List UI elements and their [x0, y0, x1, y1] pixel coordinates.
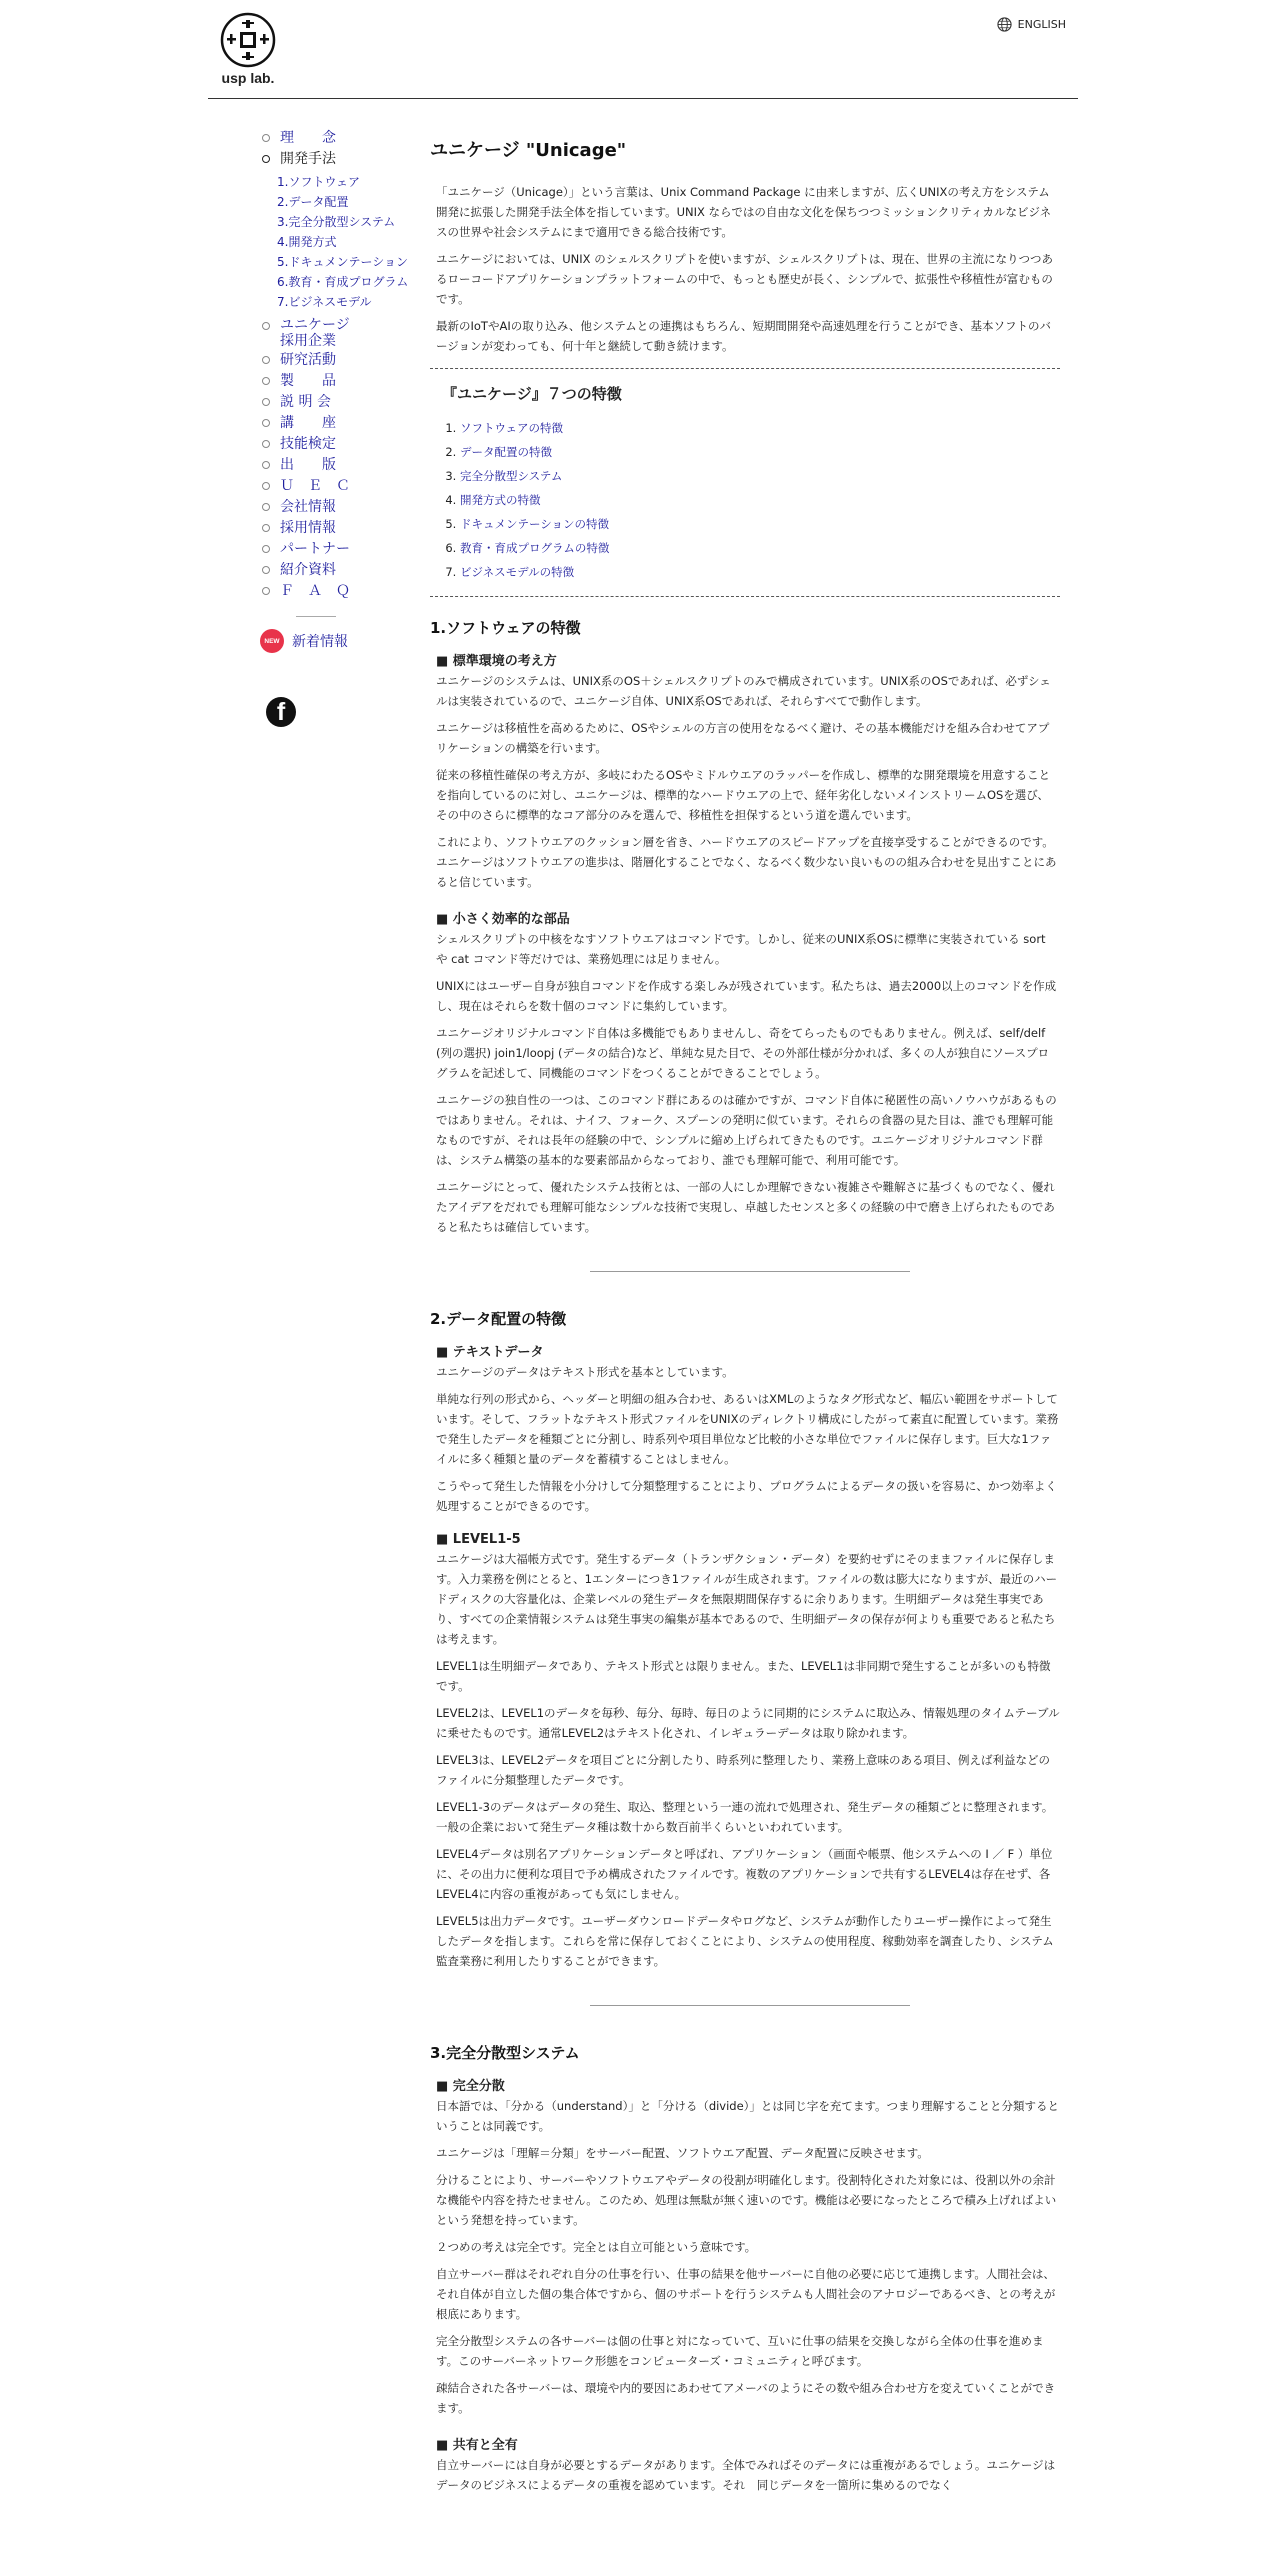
body-paragraph: 完全分散型システムの各サーバーは個の仕事と対になっていて、互いに仕事の結果を交換しながら全体の仕事を進めます。このサーバーネットワーク形態をコンピューターズ・コミュニティと呼びます。 — [436, 2334, 1044, 2368]
body-paragraph: ユニケージにとって、優れたシステム技術とは、一部の人にしか理解できない複雑さや難解さに基づくものでなく、優れたアイデアをだれでも理解可能なシンプルな技術で実現し、卓越したセンスと多くの経験の中で磨き上げられたものであると私たちは確信しています。 — [436, 1180, 1055, 1234]
bullet-icon — [262, 587, 270, 595]
intro-paragraph: ユニケージにおいては、UNIX のシェルスクリプトを使いますが、シェルスクリプトは、現在、世界の主流になりつつあるローコードアプリケーションプラットフォームの中で、もっとも歴史が長く、シンプルで、拡張性や移植性が富むものです。 — [436, 252, 1054, 306]
submenu-item-business[interactable]: 7.ビジネスモデル — [277, 295, 372, 309]
section-divider — [590, 2005, 910, 2006]
body-paragraph: ユニケージオリジナルコマンド自体は多機能でもありませんし、奇をてらったものでもありません。例えば、self/delf (列の選択) join1/loopj (データの結合)など、単純な見た目で、その外部仕様が分かれば、多くの人が独自にソースプログラムを記述して、同機能のコマンドをつくることができることでしょう。 — [436, 1026, 1050, 1080]
body-paragraph: ２つめの考えは完全です。完全とは自立可能という意味です。 — [436, 2240, 757, 2254]
sidebar-item-label: Ｕ Ｅ Ｃ — [280, 478, 350, 494]
intro-paragraph: 最新のIoTやAIの取り込み、他システムとの連携はもちろん、短期間開発や高速処理を行うことができ、基本ソフトのバージョンが変わっても、何十年と継続して動き続けます。 — [436, 319, 1051, 353]
body-paragraph: ユニケージは移植性を高めるために、OSやシェルの方言の使用をなるべく避け、その基本機能だけを組み合わせてアプリケーションの構築を行います。 — [436, 721, 1050, 755]
feature-link-development[interactable]: 4. 開発方式の特徴 — [460, 488, 1060, 512]
sidebar-item-faq[interactable] — [260, 581, 420, 602]
features-box — [442, 383, 1060, 584]
sidebar-item-label: 技能検定 — [280, 436, 336, 452]
body-paragraph: ユニケージのデータはテキスト形式を基本としています。 — [436, 1365, 734, 1379]
body-paragraph: こうやって発生した情報を小分けして分類整理することにより、プログラムによるデータの扱いを容易に、かつ効率よく処理することができるのです。 — [436, 1479, 1057, 1513]
intro-paragraph: 「ユニケージ（Unicage）」という言葉は、Unix Command Package に由来しますが、広くUNIXの考え方をシステム開発に拡張した開発手法全体を指しています。UNIX ならではの自由な文化を保ちつつミッションクリティカルなビジネスの世界や社会システムにまで適用できる総合技術です。 — [436, 185, 1052, 239]
section-title-distributed: 3.完全分散型システム — [430, 2044, 580, 2062]
bullet-icon — [262, 356, 270, 364]
sidebar-item-materials[interactable] — [260, 560, 420, 581]
method-submenu — [277, 172, 420, 312]
body-paragraph: LEVEL3は、LEVEL2データを項目ごとに分割したり、時系列に整理したり、業務上意味のある項目、例えば利益などのファイルに分類整理したデータです。 — [436, 1753, 1051, 1787]
body-paragraph: これにより、ソフトウエアのクッション層を省き、ハードウエアのスピードアップを直接享受することができるのです。ユニケージはソフトウエアの進歩は、階層化することでなく、なるべく数少ない良いものの組み合わせを見出すことにあると信じています。 — [436, 835, 1057, 889]
sidebar-item-certification[interactable] — [260, 434, 420, 455]
sidebar-item-label: 研究活動 — [280, 352, 336, 368]
body-paragraph: 分けることにより、サーバーやソフトウエアやデータの役割が明確化します。役割特化された対象には、役割以外の余計な機能や内容を持たせません。このため、処理は無駄が無く速いのです。機能は必要になったところで積み上げればよいという発想を持っています。 — [436, 2173, 1057, 2227]
sidebar-item-label: 説 明 会 — [280, 394, 331, 410]
subsection-title: ■ 完全分散 — [436, 2079, 505, 2094]
bullet-icon — [262, 482, 270, 490]
sidebar-item-label: 会社情報 — [280, 499, 336, 515]
body-paragraph: 従来の移植性確保の考え方が、多岐にわたるOSやミドルウエアのラッパーを作成し、標準的な開発環境を用意することを指向しているのに対し、ユニケージは、標準的なハードウエアの上で、経年劣化しないメインストリームOSを選び、その中のさらに標準的なコア部分のみを選んで、移植性を担保するという道を選んでいます。 — [436, 768, 1051, 822]
bullet-icon — [262, 503, 270, 511]
sidebar-item-label: 紹介資料 — [280, 562, 336, 578]
features-list — [442, 416, 1060, 584]
sidebar-item-products[interactable] — [260, 371, 420, 392]
body-paragraph: ユニケージは大福帳方式です。発生するデータ（トランザクション・データ）を要約せずにそのままファイルに保存します。入力業務を例にとると、1エンターにつき1ファイルが生成されます。ファイルの数は膨大になりますが、最近のハードディスクの大容量化は、企業レベルの発生データを無限期間保存するに余りあります。生明細データは発生事実であり、すべての企業情報システムは発生事実の編集が基本であるので、生明細データの保存が何よりも重要であると私たちは考えます。 — [436, 1552, 1058, 1646]
feature-link-education[interactable]: 6. 教育・育成プログラムの特徴 — [460, 536, 1060, 560]
sidebar-item-label: 開発手法 — [280, 151, 336, 167]
feature-link-business[interactable]: 7. ビジネスモデルの特徴 — [460, 560, 1060, 584]
feature-link-data[interactable]: 2. データ配置の特徴 — [460, 440, 1060, 464]
sidebar-item-courses[interactable] — [260, 413, 420, 434]
bullet-icon — [262, 524, 270, 532]
sidebar-item-label: ユニケージ — [280, 317, 350, 333]
body-paragraph: 単純な行列の形式から、ヘッダーと明細の組み合わせ、あるいはXMLのようなタグ形式など、幅広い範囲をサポートしています。そして、フラットなテキスト形式ファイルをUNIXのディレクトリ構成にしたがって素直に配置しています。業務で発生したデータを種類ごとに分割し、時系列や項目単位など比較的小さな単位でファイルに保存します。巨大な1ファイルに多く種類と量のデータを蓄積することはしません。 — [436, 1392, 1059, 1466]
sidebar-item-philosophy[interactable] — [260, 128, 420, 149]
features-title: 『ユニケージ』７つの特徴 — [442, 385, 622, 403]
bullet-icon — [262, 155, 270, 163]
bullet-icon — [262, 377, 270, 385]
sidebar-item-label: 採用情報 — [280, 520, 336, 536]
site-header — [208, 0, 1078, 99]
divider — [430, 368, 1060, 369]
body-paragraph: ユニケージのシステムは、UNIX系のOS＋シェルスクリプトのみで構成されています。UNIX系のOSであれば、必ずシェルは実装されているので、ユニケージ自体、UNIX系OSであれば、それらすべてで動作します。 — [436, 674, 1051, 708]
body-paragraph: LEVEL5は出力データです。ユーザーダウンロードデータやログなど、システムが動作したりユーザー操作によって発生したデータを指します。これらを常に保存しておくことにより、システムの使用程度、稼動効率を調査したり、システム監査業務に利用したりすることができます。 — [436, 1914, 1054, 1968]
feature-link-documentation[interactable]: 5. ドキュメンテーションの特徴 — [460, 512, 1060, 536]
main-content — [430, 136, 1060, 2502]
logo-text: usp lab. — [221, 70, 275, 86]
sidebar-nav — [260, 128, 420, 727]
sidebar-item-label: Ｆ Ａ Ｑ — [280, 583, 350, 599]
bullet-icon — [262, 461, 270, 469]
sidebar-item-company[interactable] — [260, 497, 420, 518]
sidebar-item-label: パートナー — [280, 541, 350, 557]
divider — [430, 596, 1060, 597]
submenu-item-development[interactable]: 4.開発方式 — [277, 235, 337, 249]
body-paragraph: UNIXにはユーザー自身が独自コマンドを作成する楽しみが残されています。私たちは、過去2000以上のコマンドを作成し、現在はそれらを数十個のコマンドに集約しています。 — [436, 979, 1057, 1013]
submenu-item-education[interactable]: 6.教育・育成プログラム — [277, 275, 409, 289]
logo-emblem-icon — [218, 12, 278, 68]
bullet-icon — [262, 440, 270, 448]
feature-link-distributed[interactable]: 3. 完全分散型システム — [460, 464, 1060, 488]
submenu-item-documentation[interactable]: 5.ドキュメンテーション — [277, 255, 408, 269]
sidebar-item-research[interactable] — [260, 350, 420, 371]
sidebar-item-label: 出 版 — [280, 457, 336, 473]
facebook-icon[interactable]: f — [266, 697, 296, 727]
sidebar-item-recruit[interactable] — [260, 518, 420, 539]
sidebar-item-label: 製 品 — [280, 373, 336, 389]
sidebar-item-partners[interactable] — [260, 539, 420, 560]
language-label: ENGLISH — [1017, 18, 1066, 31]
sidebar-item-label: 講 座 — [280, 415, 336, 431]
submenu-item-distributed[interactable]: 3.完全分散型システム — [277, 215, 396, 229]
sidebar-item-uec[interactable] — [260, 476, 420, 497]
sidebar-item-label: 理 念 — [280, 130, 336, 146]
bullet-icon — [262, 566, 270, 574]
subsection-title: ■ 共有と全有 — [436, 2438, 518, 2453]
submenu-item-data[interactable]: 2.データ配置 — [277, 195, 349, 209]
bullet-icon — [262, 322, 270, 330]
language-switch[interactable] — [997, 17, 1066, 32]
logo[interactable] — [218, 12, 278, 86]
body-paragraph: ユニケージの独自性の一つは、このコマンド群にあるのは確かですが、コマンド自体に秘匿性の高いノウハウがあるものではありません。それは、ナイフ、フォーク、スプーンの発明に似ています。それらの食器の見た目は、誰でも理解可能なものですが、それは長年の経験の中で、シンプルに縮め上げられてきたものです。ユニケージオリジナルコマンド群は、システム構築の基本的な要素部品からなっており、誰でも理解可能で、利用可能です。 — [436, 1093, 1057, 1167]
subsection-title: ■ LEVEL1-5 — [436, 1532, 521, 1547]
sidebar-divider — [296, 616, 336, 617]
body-paragraph: LEVEL4データは別名アプリケーションデータと呼ばれ、アプリケーション（画面や帳票、他システムへの I ／ F ）単位に、その出力に便利な項目で予め構成されたファイルです。複数のアプリケーションで共有するLEVEL4は存在せず、各LEVEL4に内容の重複があっても気にしません。 — [436, 1847, 1053, 1901]
body-paragraph: LEVEL2は、LEVEL1のデータを毎秒、毎分、毎時、毎日のように同期的にシステムに取込み、情報処理のタイムテーブルに乗せたものです。通常LEVEL2はテキスト化され、イレギュラーデータは取り除かれます。 — [436, 1706, 1060, 1740]
subsection-title: ■ テキストデータ — [436, 1345, 544, 1360]
body-paragraph: 自立サーバーには自身が必要とするデータがあります。全体でみればそのデータには重複があるでしょう。ユニケージはデータのビジネスによるデータの重複を認めています。それ 同じデータを一箇所に集めるのでなく — [436, 2458, 1056, 2492]
section-divider — [590, 1271, 910, 1272]
body-paragraph: 日本語では、「分かる（understand）」と「分ける（divide）」とは同じ字を充てます。つまり理解することと分類するということは同義です。 — [436, 2099, 1060, 2133]
body-paragraph: LEVEL1は生明細データであり、テキスト形式とは限りません。また、LEVEL1は非同期で発生することが多いのも特徴です。 — [436, 1659, 1051, 1693]
submenu-item-software[interactable]: 1.ソフトウェア — [277, 175, 360, 189]
sidebar-item-publications[interactable] — [260, 455, 420, 476]
subsection-title: ■ 小さく効率的な部品 — [436, 912, 570, 927]
news-label: 新着情報 — [292, 634, 348, 650]
body-paragraph: LEVEL1-3のデータはデータの発生、取込、整理という一連の流れで処理され、発生データの種類ごとに整理されます。一般の企業において発生データ種は数十から数百前半くらいといわれています。 — [436, 1800, 1054, 1834]
bullet-icon — [262, 398, 270, 406]
sidebar-item-seminars[interactable] — [260, 392, 420, 413]
section-title-software: 1.ソフトウェアの特徴 — [430, 619, 581, 637]
page-title: ユニケージ "Unicage" — [430, 140, 627, 161]
sidebar-item-adopters[interactable] — [260, 316, 420, 350]
body-paragraph: 自立サーバー群はそれぞれ自分の仕事を行い、仕事の結果を他サーバーに自他の必要に応じて連携します。人間社会は、それ自体が自立した個の集合体ですから、個のサポートを行うシステムも人間社会のアナロジーであるべき、との考えが根底にあります。 — [436, 2267, 1056, 2321]
feature-link-software[interactable]: 1. ソフトウェアの特徴 — [460, 416, 1060, 440]
sidebar-item-label: 採用企業 — [280, 333, 336, 349]
bullet-icon — [262, 419, 270, 427]
body-paragraph: ユニケージは「理解＝分類」をサーバー配置、ソフトウエア配置、データ配置に反映させます。 — [436, 2146, 929, 2160]
new-badge-icon: NEW — [260, 629, 284, 653]
bullet-icon — [262, 134, 270, 142]
globe-icon — [997, 17, 1012, 32]
body-paragraph: シェルスクリプトの中核をなすソフトウエアはコマンドです。しかし、従来のUNIX系OSに標準に実装されている sort や cat コマンド等だけでは、業務処理には足りません。 — [436, 932, 1046, 966]
news-link[interactable] — [260, 629, 420, 653]
subsection-title: ■ 標準環境の考え方 — [436, 654, 557, 669]
body-paragraph: 疎結合された各サーバーは、環境や内的要因にあわせてアメーバのようにその数や組み合わせ方を変えていくことができます。 — [436, 2381, 1056, 2415]
bullet-icon — [262, 545, 270, 553]
sidebar-item-method[interactable] — [260, 149, 420, 170]
section-title-data: 2.データ配置の特徴 — [430, 1310, 567, 1328]
